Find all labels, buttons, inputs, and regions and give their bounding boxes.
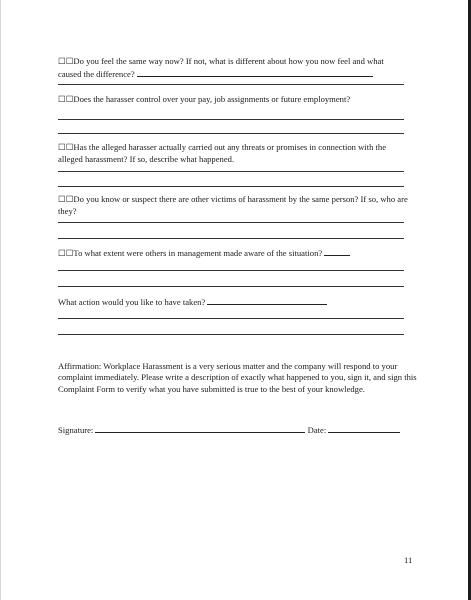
question-4-text: Do you know or suspect there are other victims of harassment by the same person? If so, who are they? [58, 194, 408, 216]
question-1-marker: ☐☐ [58, 56, 74, 66]
signature-line[interactable] [95, 424, 305, 433]
question-6 [58, 296, 418, 309]
answer-line-6a[interactable] [58, 318, 404, 319]
question-5-marker: ☐☐ [58, 248, 74, 258]
question-1 [58, 56, 408, 80]
answer-line-6inline[interactable] [207, 296, 327, 305]
answer-line-5inline[interactable] [324, 247, 350, 256]
answer-line-6b[interactable] [58, 334, 404, 335]
question-2-marker: ☐☐ [58, 94, 74, 104]
answer-line-1a[interactable] [137, 68, 373, 77]
question-6-text: What action would you like to have taken? [58, 297, 206, 307]
answer-line-4a[interactable] [58, 222, 404, 223]
question-3-text: Has the alleged harasser actually carried out any threats or promises in connection with the alleged harassment? If so, describe what happened. [58, 142, 387, 164]
answer-line-5b[interactable] [58, 286, 404, 287]
signature-label: Signature: [58, 425, 94, 435]
date-line[interactable] [328, 424, 400, 433]
answer-line-4b[interactable] [58, 238, 404, 239]
question-5-text: To what extent were others in management made aware of the situation? [73, 248, 323, 258]
question-3 [58, 142, 408, 165]
question-3-marker: ☐☐ [58, 142, 74, 152]
affirmation-paragraph: Affirmation: Workplace Harassment is a very serious matter and the company will respond to your complaint immediately. Please write a description of exactly what happened to you, sign it, and sign this Complaint Form to verify what you have submitted is true to the best of your knowledge. [58, 361, 417, 394]
answer-line-3b[interactable] [58, 186, 404, 187]
answer-line-2a[interactable] [58, 119, 404, 120]
page-edge-left [0, 0, 1, 600]
question-2-text: Does the harasser control over your pay, job assignments or future employment? [73, 94, 351, 104]
question-5 [58, 247, 418, 260]
answer-line-5a[interactable] [58, 270, 404, 271]
question-4 [58, 194, 408, 217]
signature-row [58, 424, 418, 436]
question-4-marker: ☐☐ [58, 194, 74, 204]
question-1-text: Do you feel the same way now? If not, what is different about how you now feel and what caused the difference? [58, 56, 384, 79]
question-2 [58, 94, 408, 106]
answer-line-2b[interactable] [58, 133, 404, 134]
page-number: 11 [404, 555, 413, 565]
answer-line-3a[interactable] [58, 171, 404, 172]
date-label: Date: [307, 425, 327, 435]
answer-line-1b[interactable] [58, 84, 404, 85]
